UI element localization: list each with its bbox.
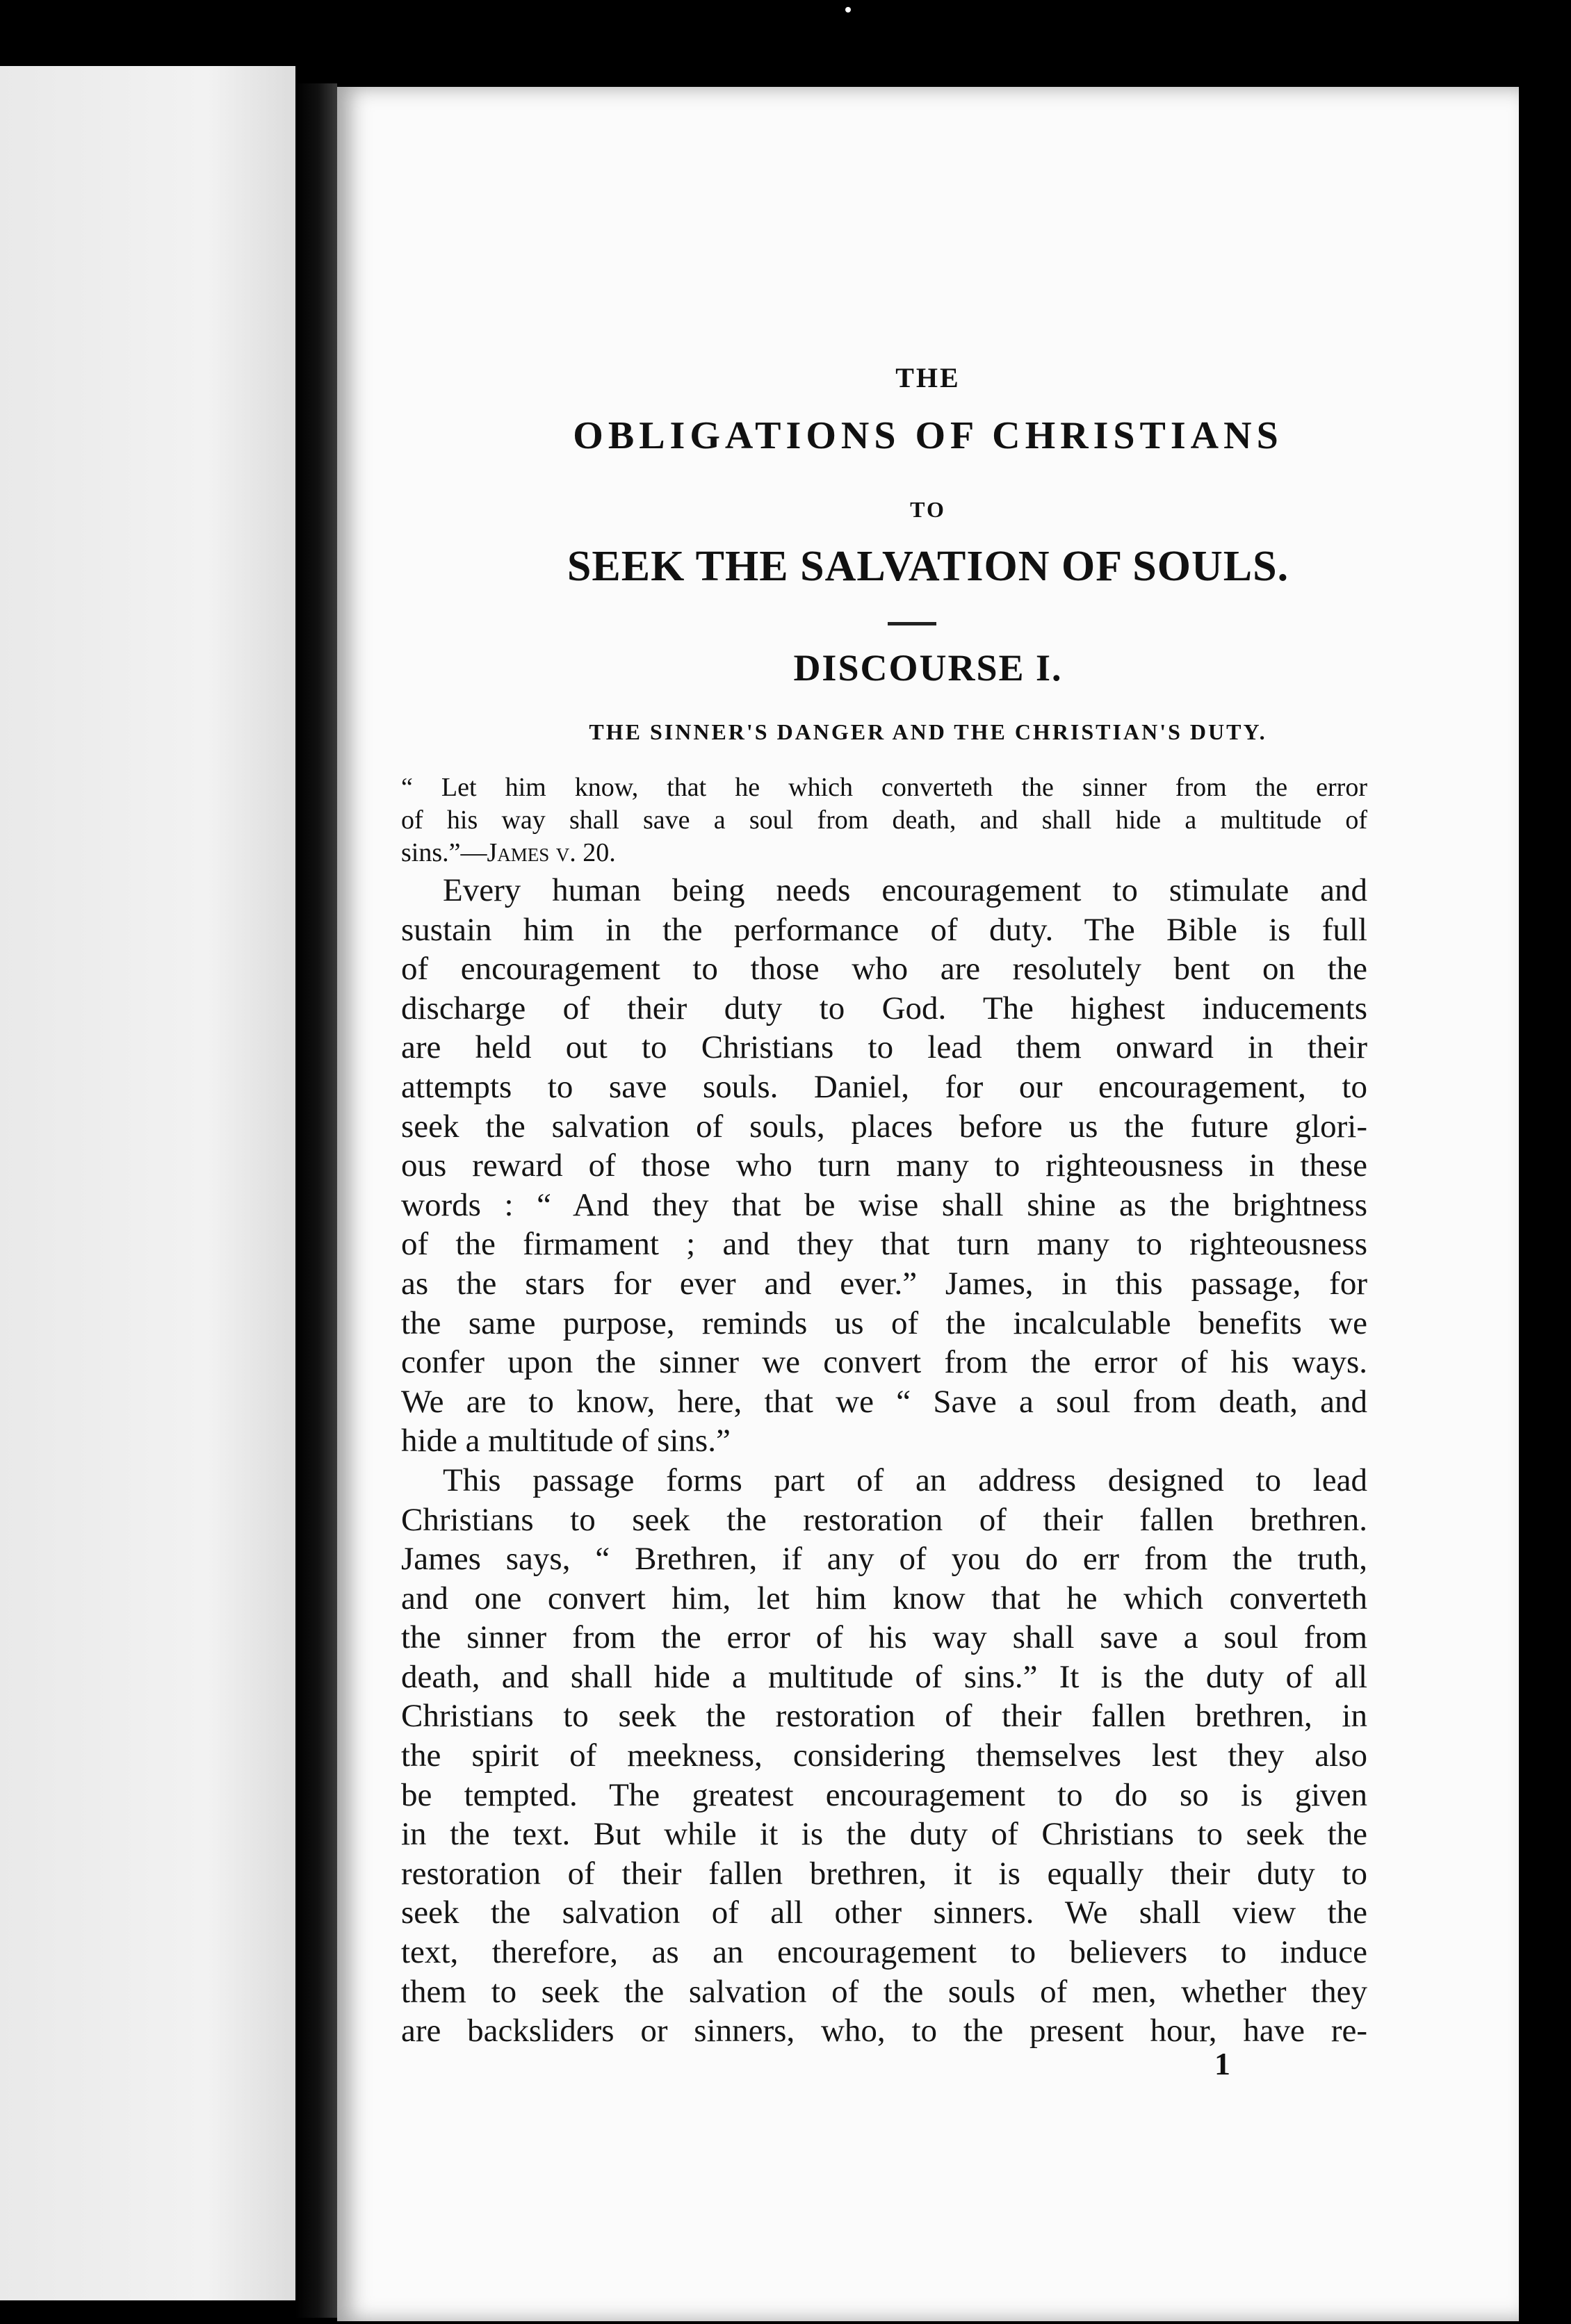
page-number: 1 <box>1214 2046 1230 2081</box>
text-line: text, therefore, as an encouragement to believers to induce <box>401 1934 1367 1971</box>
facing-page-edge <box>0 66 295 2300</box>
epigraph-line: “ Let him know, that he which converteth the sinner from the error <box>401 773 1367 802</box>
book-page <box>337 87 1519 2321</box>
text-line: Christians to seek the restoration of their fallen brethren. <box>401 1501 1367 1538</box>
title-line-to: TO <box>910 497 946 522</box>
text-line: the same purpose, reminds us of the incalculable benefits we <box>401 1304 1367 1341</box>
text-line: and one convert him, let him know that he which converteth <box>401 1580 1367 1617</box>
text-line: Christians to seek the restoration of their fallen brethren, in <box>401 1698 1367 1735</box>
epigraph-end: sins.”— <box>401 838 487 867</box>
text-line: This passage forms part of an address designed to lead <box>443 1462 1367 1498</box>
text-line: hide a multitude of sins.” <box>401 1423 731 1459</box>
text-line: seek the salvation of all other sinners. We shall view the <box>401 1895 1367 1931</box>
text-line: are backsliders or sinners, who, to the present hour, have re- <box>401 2013 1367 2049</box>
text-line: Every human being needs encouragement to stimulate and <box>443 872 1367 908</box>
title-line-the: THE <box>895 362 961 393</box>
section-heading: THE SINNER'S DANGER AND THE CHRISTIAN'S DUTY. <box>589 719 1267 744</box>
text-line: of the firmament ; and they that turn many to righteousness <box>401 1226 1367 1263</box>
text-line: ous reward of those who turn many to righteousness in these <box>401 1147 1367 1184</box>
text-line: restoration of their fallen brethren, it is equally their duty to <box>401 1855 1367 1892</box>
epigraph-line: of his way shall save a soul from death, and shall hide a multitude of <box>401 805 1367 835</box>
text-line: confer upon the sinner we convert from the error of his ways. <box>401 1344 1367 1381</box>
epigraph-citation: James v. 20. <box>487 838 616 867</box>
text-line: the sinner from the error of his way shall save a soul from <box>401 1619 1367 1656</box>
epigraph <box>401 771 1367 869</box>
text-line: seek the salvation of souls, places before us the future glori- <box>401 1108 1367 1145</box>
text-line: the spirit of meekness, considering themselves lest they also <box>401 1737 1367 1774</box>
text-line: sustain him in the performance of duty. The Bible is full <box>401 911 1367 948</box>
text-line: We are to know, here, that we “ Save a soul from death, and <box>401 1383 1367 1420</box>
text-line: them to seek the salvation of the souls of men, whether they <box>401 1973 1367 2010</box>
title-rule <box>888 622 936 625</box>
title-subtitle: SEEK THE SALVATION OF SOULS. <box>567 543 1289 590</box>
text-line: be tempted. The greatest encouragement to do so is given <box>401 1776 1367 1813</box>
text-line: in the text. But while it is the duty of Christians to seek the <box>401 1816 1367 1853</box>
text-line: are held out to Christians to lead them onward in their <box>401 1029 1367 1066</box>
book-binding-gutter <box>295 83 337 2318</box>
text-line: of encouragement to those who are resolutely bent on the <box>401 951 1367 988</box>
text-line: words : “ And they that be wise shall shine as the brightness <box>401 1186 1367 1223</box>
text-line: attempts to save souls. Daniel, for our encouragement, to <box>401 1068 1367 1105</box>
text-line: discharge of their duty to God. The highest inducements <box>401 990 1367 1026</box>
text-line: James says, “ Brethren, if any of you do err from the truth, <box>401 1541 1367 1578</box>
text-line: death, and shall hide a multitude of sins.” It is the duty of all <box>401 1658 1367 1695</box>
discourse-heading: DISCOURSE I. <box>793 647 1063 689</box>
text-line: as the stars for ever and ever.” James, in this passage, for <box>401 1265 1367 1302</box>
title-main: OBLIGATIONS OF CHRISTIANS <box>573 414 1283 457</box>
scan-speck <box>845 7 851 13</box>
body-text <box>401 871 1367 2051</box>
epigraph-line <box>401 837 1367 869</box>
